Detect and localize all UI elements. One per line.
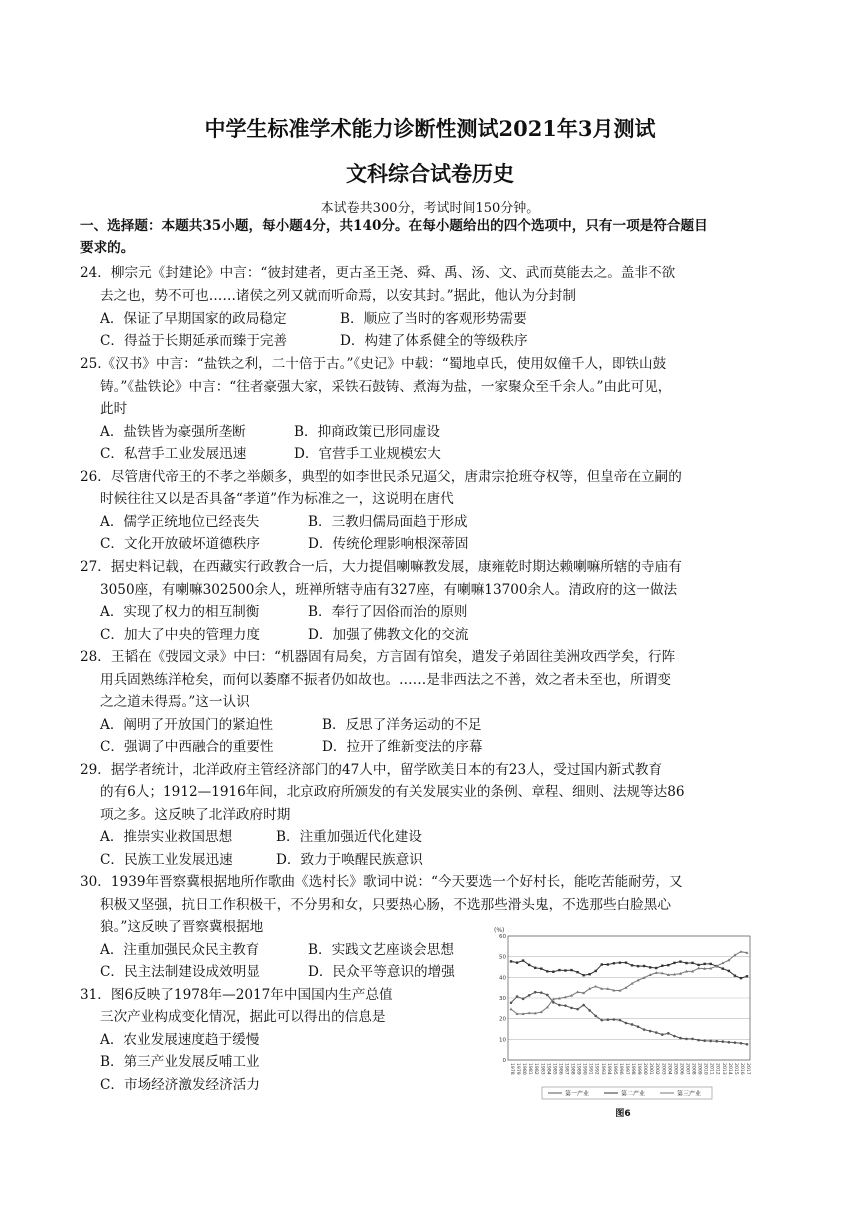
q31-stem-line2: 三次产业构成变化情况，据此可以得出的信息是 (100, 1009, 386, 1025)
x-tick-label: 1989 (575, 1063, 581, 1075)
legend-label: 第三产业 (677, 1090, 702, 1098)
data-point (564, 1004, 567, 1007)
x-tick-label: 1990 (581, 1063, 587, 1075)
q29-stem-line2: 的有6人；1912—1916年间，北京政府所颁发的有关发展实业的条例、章程、细则、法规等达86 (100, 784, 685, 800)
data-point (691, 1038, 694, 1041)
data-point (534, 991, 537, 994)
q27-option-b: B．奉行了因俗而治的原则 (308, 604, 468, 620)
data-point (703, 963, 705, 965)
x-tick-label: 1988 (569, 1063, 575, 1075)
data-point (510, 960, 512, 962)
y-tick-label: 40 (499, 975, 506, 982)
data-point (703, 1039, 706, 1042)
q25-option-b: B．抑商政策已形同虚设 (294, 424, 440, 440)
q25-stem-line3: 此时 (100, 401, 128, 417)
x-tick-label: 2012 (714, 1063, 720, 1075)
data-point (522, 998, 525, 1001)
data-point (661, 1033, 664, 1036)
data-point (649, 1030, 652, 1033)
q28-option-b: B．反思了洋务运动的不足 (322, 717, 482, 733)
data-point (570, 1007, 573, 1010)
data-point (655, 1031, 658, 1034)
x-tick-label: 2017 (745, 1063, 750, 1075)
data-point (570, 969, 572, 971)
x-tick-label: 1999 (636, 1063, 642, 1075)
data-point (715, 1040, 718, 1043)
data-point (631, 964, 633, 966)
q25-option-d: D．官营手工业规模宏大 (294, 446, 441, 462)
data-point (721, 1040, 724, 1043)
data-point (649, 966, 651, 968)
data-point (510, 1001, 513, 1004)
x-tick-label: 2001 (648, 1063, 654, 1075)
data-point (691, 962, 693, 964)
q24-option-b: B．顺应了当时的客观形势需要 (340, 311, 527, 327)
data-point (661, 965, 663, 967)
q30-stem-line2: 积极又坚强，抗日工作积极干，不分男和女，只要热心肠，不选那些滑头鬼，不选那些白脸黑心 (100, 897, 671, 913)
data-point (528, 964, 530, 966)
q27-stem-line2: 3050座，有喇嘛302500余人，班禅所辖寺庙有327座，有喇嘛13700余人。清政府的这一做法 (100, 582, 678, 598)
data-point (594, 985, 597, 988)
data-point (637, 965, 639, 967)
series-line (511, 992, 747, 1044)
x-tick-label: 1986 (557, 1063, 563, 1075)
q24-option-a: A．保证了早期国家的政局稳定 (100, 311, 287, 327)
q27-option-c: C．加大了中央的管理力度 (100, 627, 260, 643)
data-point (667, 1032, 670, 1035)
q30-option-a: A．注重加强民众民主教育 (100, 942, 260, 958)
data-point (679, 960, 681, 962)
q28-option-a: A．阐明了开放国门的紧迫性 (100, 717, 273, 733)
data-point (540, 967, 542, 969)
x-tick-label: 2010 (702, 1063, 708, 1075)
q29-option-c: C．民族工业发展迅速 (100, 852, 233, 868)
x-tick-label: 2014 (726, 1063, 732, 1075)
chart-svg (492, 924, 754, 1124)
x-tick-label: 2009 (696, 1063, 702, 1075)
q31-stem-line1: 31．图6反映了1978年—2017年中国国内生产总值 (80, 987, 393, 1003)
x-tick-label: 2000 (642, 1063, 648, 1075)
data-point (613, 962, 615, 964)
q26-stem-line2: 时候往往又以是否具备“孝道”作为标准之一，这说明在唐代 (100, 491, 454, 507)
q30-stem-line1: 30．1939年晋察冀根据地所作歌曲《选村长》歌词中说：“今天要选一个好村长，能吃苦能耐劳，又 (80, 874, 683, 890)
data-point (588, 973, 590, 975)
q28-option-d: D．拉开了维新变法的序幕 (322, 739, 483, 755)
q24-stem-line2: 去之也，势不可也……诸侯之列又就而听命焉，以安其封。”据此，他认为分封制 (100, 288, 576, 304)
q29-stem-line1: 29．据学者统计，北洋政府主管经济部门的47人中，留学欧美日本的有23人，受过国内新式教育 (80, 762, 663, 778)
data-point (576, 1008, 579, 1011)
x-tick-label: 1987 (563, 1063, 569, 1075)
data-point (685, 1038, 688, 1041)
data-point (528, 994, 531, 997)
data-point (600, 1019, 603, 1022)
data-point (631, 1023, 634, 1026)
x-tick-label: 1978 (509, 1063, 514, 1075)
q30-stem-line3: 狼。”这反映了晋察冀根据地 (100, 919, 264, 935)
q26-option-b: B．三教归儒局面趋于形成 (308, 514, 468, 530)
q27-stem-line1: 27．据史料记载，在西藏实行政教合一后，大力提倡喇嘛教发展，康雍乾时期达赖喇嘛所辖的寺庙有 (80, 559, 682, 575)
data-point (552, 971, 554, 973)
q29-stem-line3: 项之多。这反映了北洋政府时期 (100, 807, 291, 823)
q27-option-d: D．加强了佛教文化的交流 (308, 627, 469, 643)
y-tick-label: 60 (499, 934, 506, 940)
page-title: 中学生标准学术能力诊断性测试2021年3月测试 (204, 116, 656, 141)
data-point (667, 964, 669, 966)
section-heading-line1: 一、选择题：本题共35小题，每小题4分，共140分。在每小题给出的四个选项中，只有一项是符合题目 (80, 218, 708, 234)
data-point (625, 961, 627, 963)
q25-stem-line1: 25.《汉书》中言：“盐铁之利，二十倍于古。”《史记》中载：“蜀地卓氏，使用奴僮千人，即铁山鼓 (80, 356, 667, 372)
y-axis-label: (%) (494, 927, 505, 934)
data-point (637, 1025, 640, 1028)
x-tick-label: 1991 (587, 1063, 593, 1075)
q30-option-b: B．实践文艺座谈会思想 (308, 942, 454, 958)
data-point (546, 970, 548, 972)
q24-option-d: D．构建了体系健全的等级秩序 (340, 333, 528, 349)
data-point (728, 1041, 731, 1044)
y-tick-label: 0 (502, 1058, 506, 1064)
data-point (734, 1041, 737, 1044)
data-point (588, 1009, 591, 1012)
q26-option-c: C．文化开放破坏道德秩序 (100, 536, 260, 552)
x-tick-label: 1996 (617, 1063, 623, 1075)
data-point (709, 963, 711, 965)
x-tick-label: 1998 (630, 1063, 636, 1075)
data-point (582, 974, 584, 976)
x-tick-label: 1997 (623, 1063, 629, 1075)
x-tick-label: 2015 (732, 1063, 738, 1075)
data-point (625, 1022, 628, 1025)
x-tick-label: 2007 (684, 1063, 690, 1075)
data-point (607, 1018, 610, 1021)
data-point (601, 963, 603, 965)
data-point (613, 1018, 616, 1021)
data-point (558, 969, 560, 971)
x-tick-label: 2005 (672, 1063, 678, 1075)
data-point (746, 975, 748, 977)
q31-option-b: B．第三产业发展反哺工业 (100, 1054, 260, 1070)
data-point (619, 961, 621, 963)
data-point (582, 1004, 585, 1007)
gdp-structure-chart (492, 924, 754, 1124)
data-point (534, 967, 536, 969)
data-point (740, 977, 742, 979)
x-tick-label: 1981 (527, 1063, 533, 1075)
q28-option-c: C．强调了中西融合的重要性 (100, 739, 274, 755)
x-tick-label: 1984 (545, 1063, 551, 1075)
q24-option-c: C．得益于长期延承而臻于完善 (100, 333, 288, 349)
data-point (673, 1035, 676, 1038)
x-tick-label: 2002 (654, 1063, 660, 1075)
exam-note: 本试卷共300分，考试时间150分钟。 (320, 201, 540, 216)
data-point (552, 1001, 555, 1004)
data-point (595, 970, 597, 972)
x-tick-label: 2011 (708, 1063, 714, 1075)
x-tick-label: 2004 (666, 1063, 672, 1075)
x-tick-label: 1995 (611, 1063, 617, 1075)
data-point (516, 995, 519, 998)
data-point (540, 991, 543, 994)
y-tick-label: 50 (499, 954, 506, 961)
x-tick-label: 1983 (539, 1063, 545, 1075)
data-point (697, 964, 699, 966)
figure-caption: 图6 (615, 1109, 631, 1119)
q25-stem-line2: 铸。”《盐铁论》中言：“往者豪强大家，采铁石鼓铸、煮海为盐，一家聚众至千余人。”由此可见， (100, 379, 672, 395)
data-point (643, 1028, 646, 1031)
page-subtitle: 文科综合试卷历史 (346, 161, 514, 186)
q29-option-a: A．推崇实业救国思想 (100, 829, 233, 845)
data-point (558, 1004, 561, 1007)
data-point (546, 994, 549, 997)
data-point (673, 962, 675, 964)
x-tick-label: 1993 (599, 1063, 605, 1075)
data-point (522, 959, 524, 961)
legend-label: 第二产业 (621, 1090, 646, 1098)
data-point (734, 974, 736, 976)
section-heading-line2: 要求的。 (80, 240, 135, 256)
x-tick-label: 1992 (593, 1063, 599, 1075)
x-tick-label: 1985 (551, 1063, 557, 1075)
y-tick-label: 20 (499, 1016, 506, 1023)
q29-option-b: B．注重加强近代化建设 (276, 829, 422, 845)
data-point (722, 967, 724, 969)
data-point (679, 1037, 682, 1040)
q25-option-c: C．私营手工业发展迅速 (100, 446, 247, 462)
x-tick-label: 2008 (690, 1063, 696, 1075)
y-tick-label: 30 (499, 996, 506, 1002)
data-point (697, 1039, 700, 1042)
data-point (510, 1008, 513, 1011)
series-line (511, 952, 747, 1014)
q31-option-c: C．市场经济激发经济活力 (100, 1077, 260, 1093)
y-tick-label: 10 (499, 1037, 506, 1044)
data-point (728, 970, 730, 972)
x-tick-label: 2013 (720, 1063, 726, 1075)
q30-option-c: C．民主法制建设成效明显 (100, 964, 260, 980)
data-point (740, 1042, 743, 1045)
data-point (643, 965, 645, 967)
data-point (607, 963, 609, 965)
data-point (594, 1015, 597, 1018)
data-point (746, 1043, 749, 1046)
q26-stem-line1: 26．尽管唐代帝王的不孝之举颇多，典型的如李世民杀兄逼父，唐肃宗抢班夺权等，但皇帝在立嗣的 (80, 469, 682, 485)
q28-stem-line3: 之之道未得焉。”这一认识 (100, 694, 250, 710)
data-point (655, 967, 657, 969)
q31-option-a: A．农业发展速度趋于缓慢 (100, 1032, 260, 1048)
data-point (685, 962, 687, 964)
legend-label: 第一产业 (565, 1090, 590, 1098)
x-tick-label: 1980 (521, 1063, 527, 1075)
q25-option-a: A．盐铁皆为豪强所垄断 (100, 424, 246, 440)
data-point (564, 969, 566, 971)
q26-option-a: A．儒学正统地位已经丧失 (100, 514, 260, 530)
x-tick-label: 2003 (660, 1063, 666, 1075)
data-point (619, 1019, 622, 1022)
x-tick-label: 2016 (738, 1063, 744, 1075)
q27-option-a: A．实现了权力的相互制衡 (100, 604, 260, 620)
q26-option-d: D．传统伦理影响根深蒂固 (308, 536, 469, 552)
x-tick-label: 1979 (515, 1063, 521, 1075)
x-tick-label: 2006 (678, 1063, 684, 1075)
q28-stem-line2: 用兵固熟练洋枪矣，而何以萎靡不振者仍如故也。……是非西法之不善，效之者未至也，所谓变 (100, 672, 671, 688)
x-tick-label: 1982 (533, 1063, 539, 1075)
data-point (516, 961, 518, 963)
x-tick-label: 1994 (605, 1063, 611, 1075)
q24-stem-line1: 24．柳宗元《封建论》中言：“彼封建者，更古圣王尧、舜、禹、汤、文、武而莫能去之。盖非不欲 (80, 265, 676, 281)
q28-stem-line1: 28．王韬在《弢园文录》中曰：“机器固有局矣，方言固有馆矣，遣发子弟固往美洲攻西学矣，行阵 (80, 649, 676, 665)
q29-option-d: D．致力于唤醒民族意识 (276, 852, 423, 868)
q30-option-d: D．民众平等意识的增强 (308, 964, 455, 980)
data-point (709, 1040, 712, 1043)
data-point (576, 971, 578, 973)
